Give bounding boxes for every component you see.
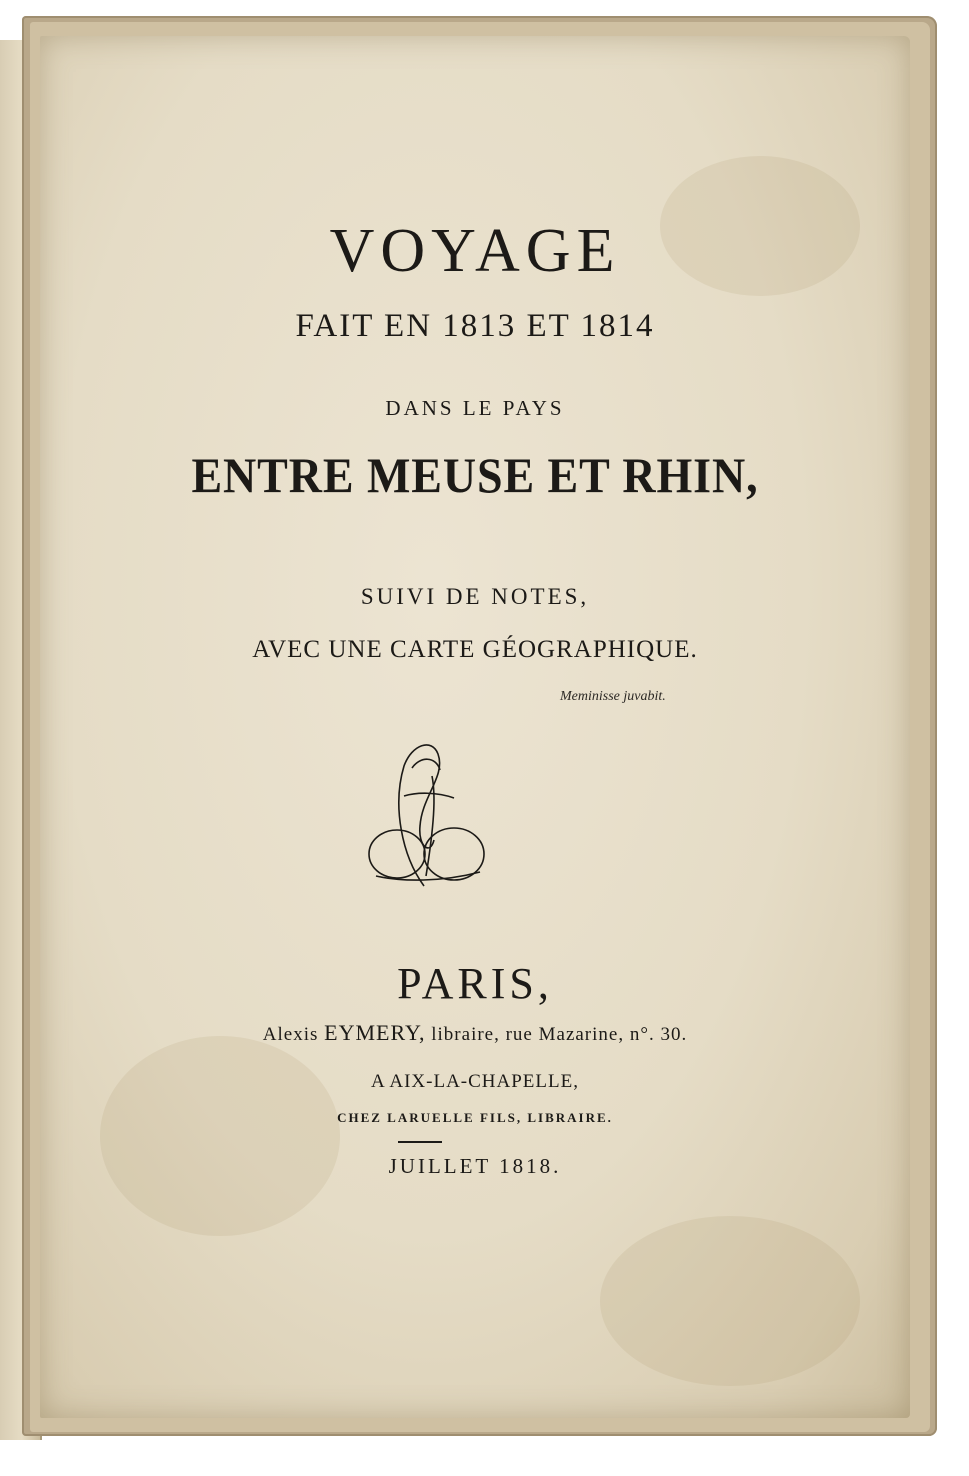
epigraph: Meminisse juvabit. [560,689,666,704]
publisher-line [40,1020,910,1046]
imprint-city: PARIS, [397,959,553,1008]
region-title: ENTRE MEUSE ET RHIN, [191,447,759,503]
second-publisher: CHEZ LARUELLE FILS, LIBRAIRE. [337,1110,613,1125]
region-intro: DANS LE PAYS [385,396,565,420]
paper-stain [600,1216,860,1386]
divider-rule [398,1141,442,1143]
dates-line: FAIT EN 1813 ET 1814 [295,308,655,344]
publication-date: JUILLET 1818. [388,1154,562,1178]
publisher-prefix: Alexis [262,1024,319,1045]
map-line: AVEC UNE CARTE GÉOGRAPHIQUE. [252,636,698,663]
title-page [40,36,910,1418]
notes-line: SUIVI DE NOTES, [360,584,590,609]
monogram-ornament [362,736,492,896]
paper-stain [100,1036,340,1236]
second-imprint-city: A AIX-LA-CHAPELLE, [371,1071,579,1092]
publisher-address: libraire, rue Mazarine, n°. 30. [431,1024,688,1045]
publisher-name: EYMERY, [324,1020,426,1045]
book-title: VOYAGE [329,217,621,285]
